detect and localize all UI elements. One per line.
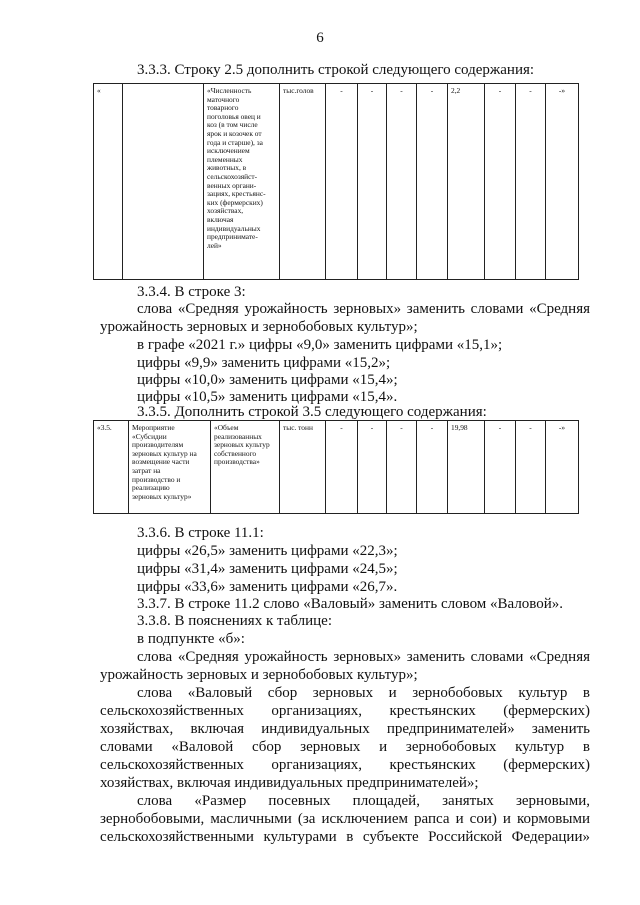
table-cell: - <box>326 421 358 514</box>
text-line: в подпункте «б»: <box>137 631 245 647</box>
text-line: цифры «10,5» заменить цифрами «15,4». <box>137 389 398 405</box>
table-cell: « <box>94 84 123 280</box>
paragraph-3-3-7: 3.3.7. В строке 11.2 слово «Валовый» заменить словом «Валовой». <box>137 596 564 612</box>
text-line: словами «Валовой сбор зерновых и зернобобовых культур в <box>100 739 590 755</box>
text-line: сельскохозяйственными культурами в субъекте Российской Федерации» <box>100 829 590 845</box>
text-line: урожайность зерновых и зернобобовых культур»; <box>100 667 418 683</box>
text-line: хозяйствах, включая индивидуальных предпринимателей» заменить <box>100 721 590 737</box>
paragraph-3-3-8: 3.3.8. В пояснениях к таблице: <box>137 613 332 629</box>
text-line: сельскохозяйственных организациях, крестьянских (фермерских) <box>100 757 590 773</box>
table-cell: - <box>417 421 448 514</box>
table-cell: - <box>358 84 387 280</box>
table-cell: - <box>417 84 448 280</box>
table-cell: -» <box>546 84 579 280</box>
paragraph-3-3-4: 3.3.4. В строке 3: <box>137 284 246 300</box>
table-cell: тыс. тонн <box>280 421 326 514</box>
table-cell: «Объем реализованных зерновых культур собственного производства» <box>211 421 280 514</box>
table-cell: - <box>387 84 417 280</box>
table-cell: - <box>485 421 516 514</box>
table-cell: 2,2 <box>448 84 485 280</box>
table-cell: - <box>326 84 358 280</box>
table-cell: «3.5. <box>94 421 129 514</box>
table-row-2-5-addition <box>93 83 579 280</box>
text-line: урожайность зерновых и зернобобовых культур»; <box>100 319 418 335</box>
table-cell: - <box>516 421 546 514</box>
paragraph-3-3-3: 3.3.3. Строку 2.5 дополнить строкой следующего содержания: <box>137 62 535 78</box>
table-cell: - <box>358 421 387 514</box>
table-cell: -» <box>546 421 579 514</box>
table-cell: тыс.голов <box>280 84 326 280</box>
text-line: цифры «10,0» заменить цифрами «15,4»; <box>137 372 398 388</box>
table-cell: - <box>516 84 546 280</box>
text-line: цифры «33,6» заменить цифрами «26,7». <box>137 579 398 595</box>
paragraph-3-3-5: 3.3.5. Дополнить строкой 3.5 следующего содержания: <box>137 404 487 420</box>
table-cell: - <box>485 84 516 280</box>
page-number: 6 <box>316 30 324 46</box>
table-cell: Мероприятие «Субсидии производителям зерновых культур на возмещение части затрат на производство и реализацию зерновых культур» <box>129 421 211 514</box>
table-row-3-5-addition <box>93 420 579 514</box>
text-line: цифры «31,4» заменить цифрами «24,5»; <box>137 561 398 577</box>
text-line: слова «Размер посевных площадей, занятых зерновыми, <box>137 793 590 809</box>
table-cell: - <box>387 421 417 514</box>
text-line: сельскохозяйственных организациях, крестьянских (фермерских) <box>100 703 590 719</box>
text-line: слова «Средняя урожайность зерновых» заменить словами «Средняя <box>137 649 590 665</box>
text-line: цифры «9,9» заменить цифрами «15,2»; <box>137 355 391 371</box>
text-line: цифры «26,5» заменить цифрами «22,3»; <box>137 543 398 559</box>
text-line: зернобобовыми, масличными (за исключением рапса и сои) и кормовыми <box>100 811 590 827</box>
text-line: в графе «2021 г.» цифры «9,0» заменить цифрами «15,1»; <box>137 337 503 353</box>
paragraph-3-3-6: 3.3.6. В строке 11.1: <box>137 525 264 541</box>
table-cell: «Численность маточного товарного поголовья овец и коз (в том числе ярок и козочек от года и старше), за исключением племенных животных, в сельскохозяйст- венных органи- зациях, крестьянс- ких (фермерских) хозяйствах, включая индивидуальных предпринимате- лей» <box>204 84 280 280</box>
table-cell <box>123 84 204 280</box>
text-line: слова «Средняя урожайность зерновых» заменить словами «Средняя <box>137 301 590 317</box>
text-line: слова «Валовый сбор зерновых и зернобобовых культур в <box>137 685 590 701</box>
table-cell: 19,98 <box>448 421 485 514</box>
text-line: хозяйствах, включая индивидуальных предпринимателей»; <box>100 775 479 791</box>
